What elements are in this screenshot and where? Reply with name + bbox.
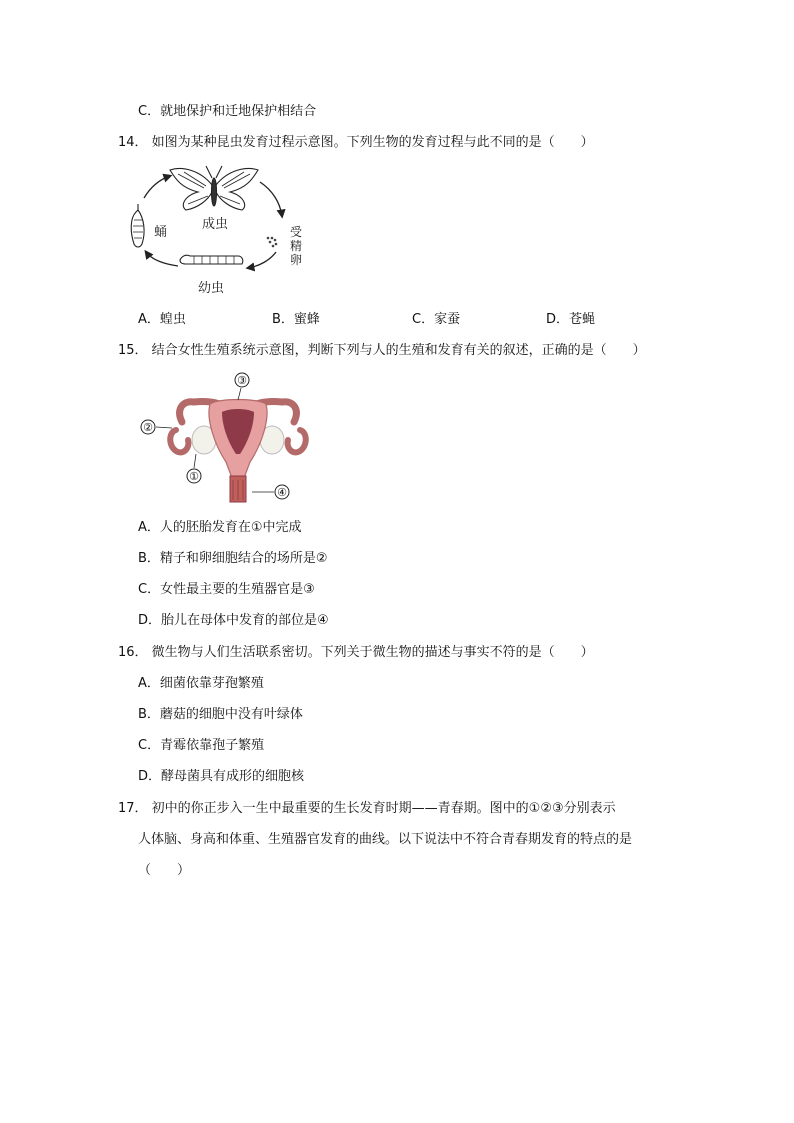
q16-option-d: D．酵母菌具有成形的细胞核: [138, 769, 305, 784]
q15-stem: 15． 结合女性生殖系统示意图，判断下列与人的生殖和发育有关的叙述，正确的是（ ）: [118, 343, 646, 358]
q16-option-a: A．细菌依靠芽孢繁殖: [138, 676, 264, 691]
q16-option-c: C．青霉依靠孢子繁殖: [138, 738, 265, 753]
label-1: ①: [189, 470, 199, 483]
label-adult: 成虫: [202, 217, 229, 232]
butterfly-icon: [170, 166, 258, 210]
insect-life-cycle-figure: [120, 160, 320, 300]
reproductive-system-icon: [138, 370, 338, 506]
q14-stem: 14． 如图为某种昆虫发育过程示意图。下列生物的发育过程与此不同的是（ ）: [118, 135, 594, 150]
label-egg-2: 精: [290, 239, 303, 253]
q17-stem-line2: 人体脑、身高和体重、生殖器官发育的曲线。以下说法中不符合青春期发育的特点的是: [138, 832, 633, 847]
q15-option-c: C．女性最主要的生殖器官是③: [138, 582, 315, 597]
label-egg-1: 受: [290, 225, 303, 239]
q15-option-d: D．胎儿在母体中发育的部位是④: [138, 613, 329, 628]
caterpillar-icon: [180, 255, 243, 264]
butterfly-cycle-icon: [120, 160, 320, 300]
q14-option-c: C．家蚕: [412, 312, 461, 327]
q15-option-b: B．精子和卵细胞结合的场所是②: [138, 551, 328, 566]
female-reproductive-figure: [138, 370, 338, 506]
q17-stem-line1: 17． 初中的你正步入一生中最重要的生长发育时期——青春期。图中的①②③分别表示: [118, 801, 616, 816]
label-4: ④: [277, 486, 287, 499]
pupa-icon: [131, 204, 144, 247]
q15-option-a: A．人的胚胎发育在①中完成: [138, 520, 302, 535]
label-3: ③: [237, 374, 247, 387]
q17-stem-line3: （ ）: [138, 863, 191, 878]
label-egg-3: 卵: [290, 253, 303, 267]
label-pupa: 蛹: [154, 225, 168, 240]
label-2: ②: [143, 421, 153, 434]
q16-option-b: B．蘑菇的细胞中没有叶绿体: [138, 707, 303, 722]
q14-option-d: D．苍蝇: [546, 312, 596, 327]
eggs-icon: [267, 237, 278, 248]
q14-option-a: A．蝗虫: [138, 312, 186, 327]
q16-stem: 16． 微生物与人们生活联系密切。下列关于微生物的描述与事实不符的是（ ）: [118, 645, 594, 660]
label-larva: 幼虫: [198, 281, 225, 296]
q13-option-c: C．就地保护和迁地保护相结合: [138, 104, 317, 119]
q14-option-b: B．蜜蜂: [272, 312, 320, 327]
